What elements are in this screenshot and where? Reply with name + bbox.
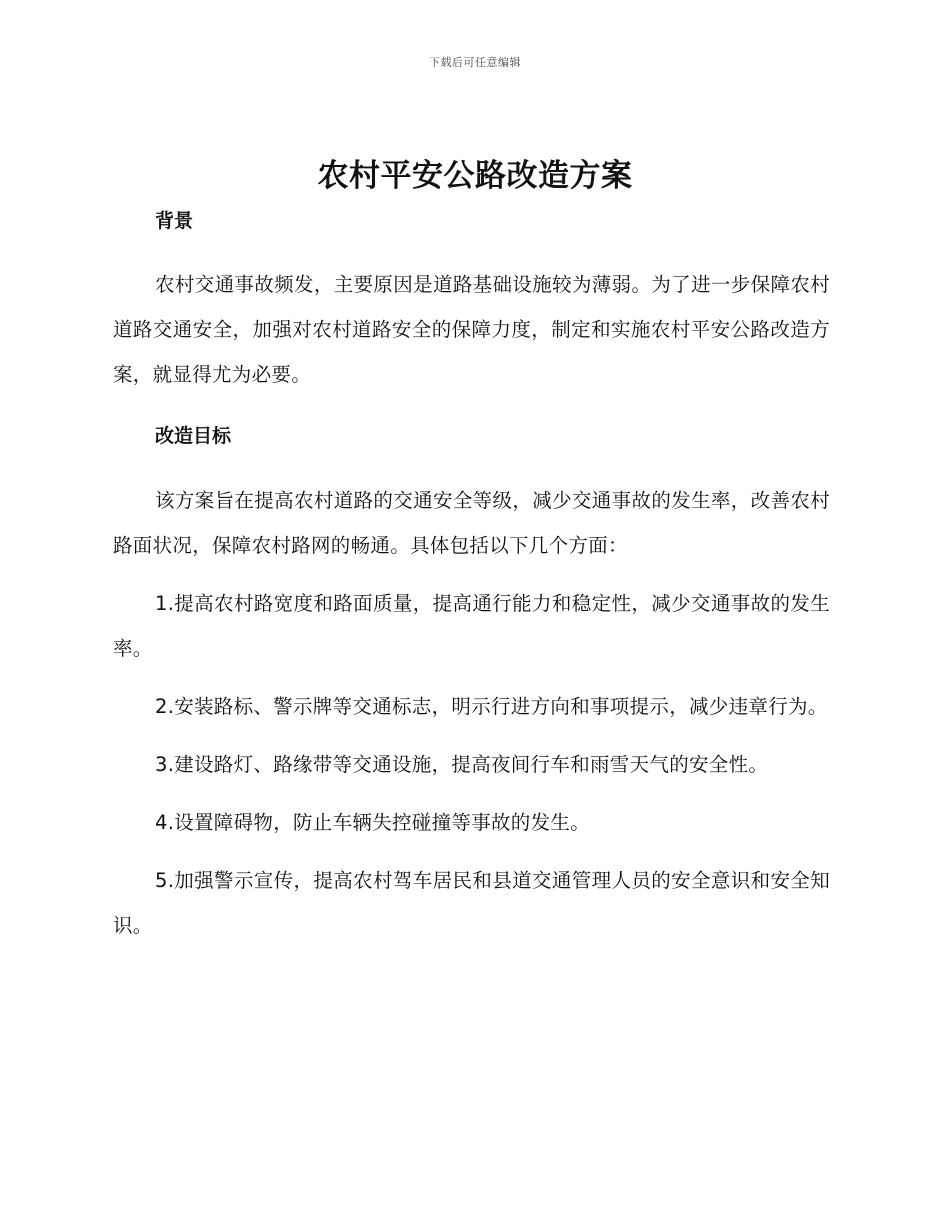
goal-item-1: 1.提高农村路宽度和路面质量，提高通行能力和稳定性，减少交通事故的发生率。	[113, 592, 830, 660]
goal-item-3: 3.建设路灯、路缘带等交通设施，提高夜间行车和雨雪天气的安全性。	[155, 753, 769, 776]
goal-item-4: 4.设置障碍物，防止车辆失控碰撞等事故的发生。	[155, 811, 591, 834]
section-heading-goals: 改造目标	[155, 425, 232, 447]
section-heading-background: 背景	[155, 210, 194, 232]
document-body	[113, 206, 830, 948]
document-title: 农村平安公路改造方案	[317, 158, 633, 194]
goals-paragraph: 该方案旨在提高农村道路的交通安全等级，减少交通事故的发生率，改善农村路面状况，保障农村路网的畅通。具体包括以下几个方面：	[113, 489, 830, 557]
goal-item-2: 2.安装路标、警示牌等交通标志，明示行进方向和事项提示，减少违章行为。	[155, 695, 828, 718]
goal-item-5: 5.加强警示宣传，提高农村驾车居民和县道交通管理人员的安全意识和安全知识。	[113, 869, 830, 937]
background-paragraph: 农村交通事故频发，主要原因是道路基础设施较为薄弱。为了进一步保障农村道路交通安全，加强对农村道路安全的保障力度，制定和实施农村平安公路改造方案，就显得尤为必要。	[113, 273, 830, 386]
header-note: 下载后可任意编辑	[429, 56, 521, 69]
